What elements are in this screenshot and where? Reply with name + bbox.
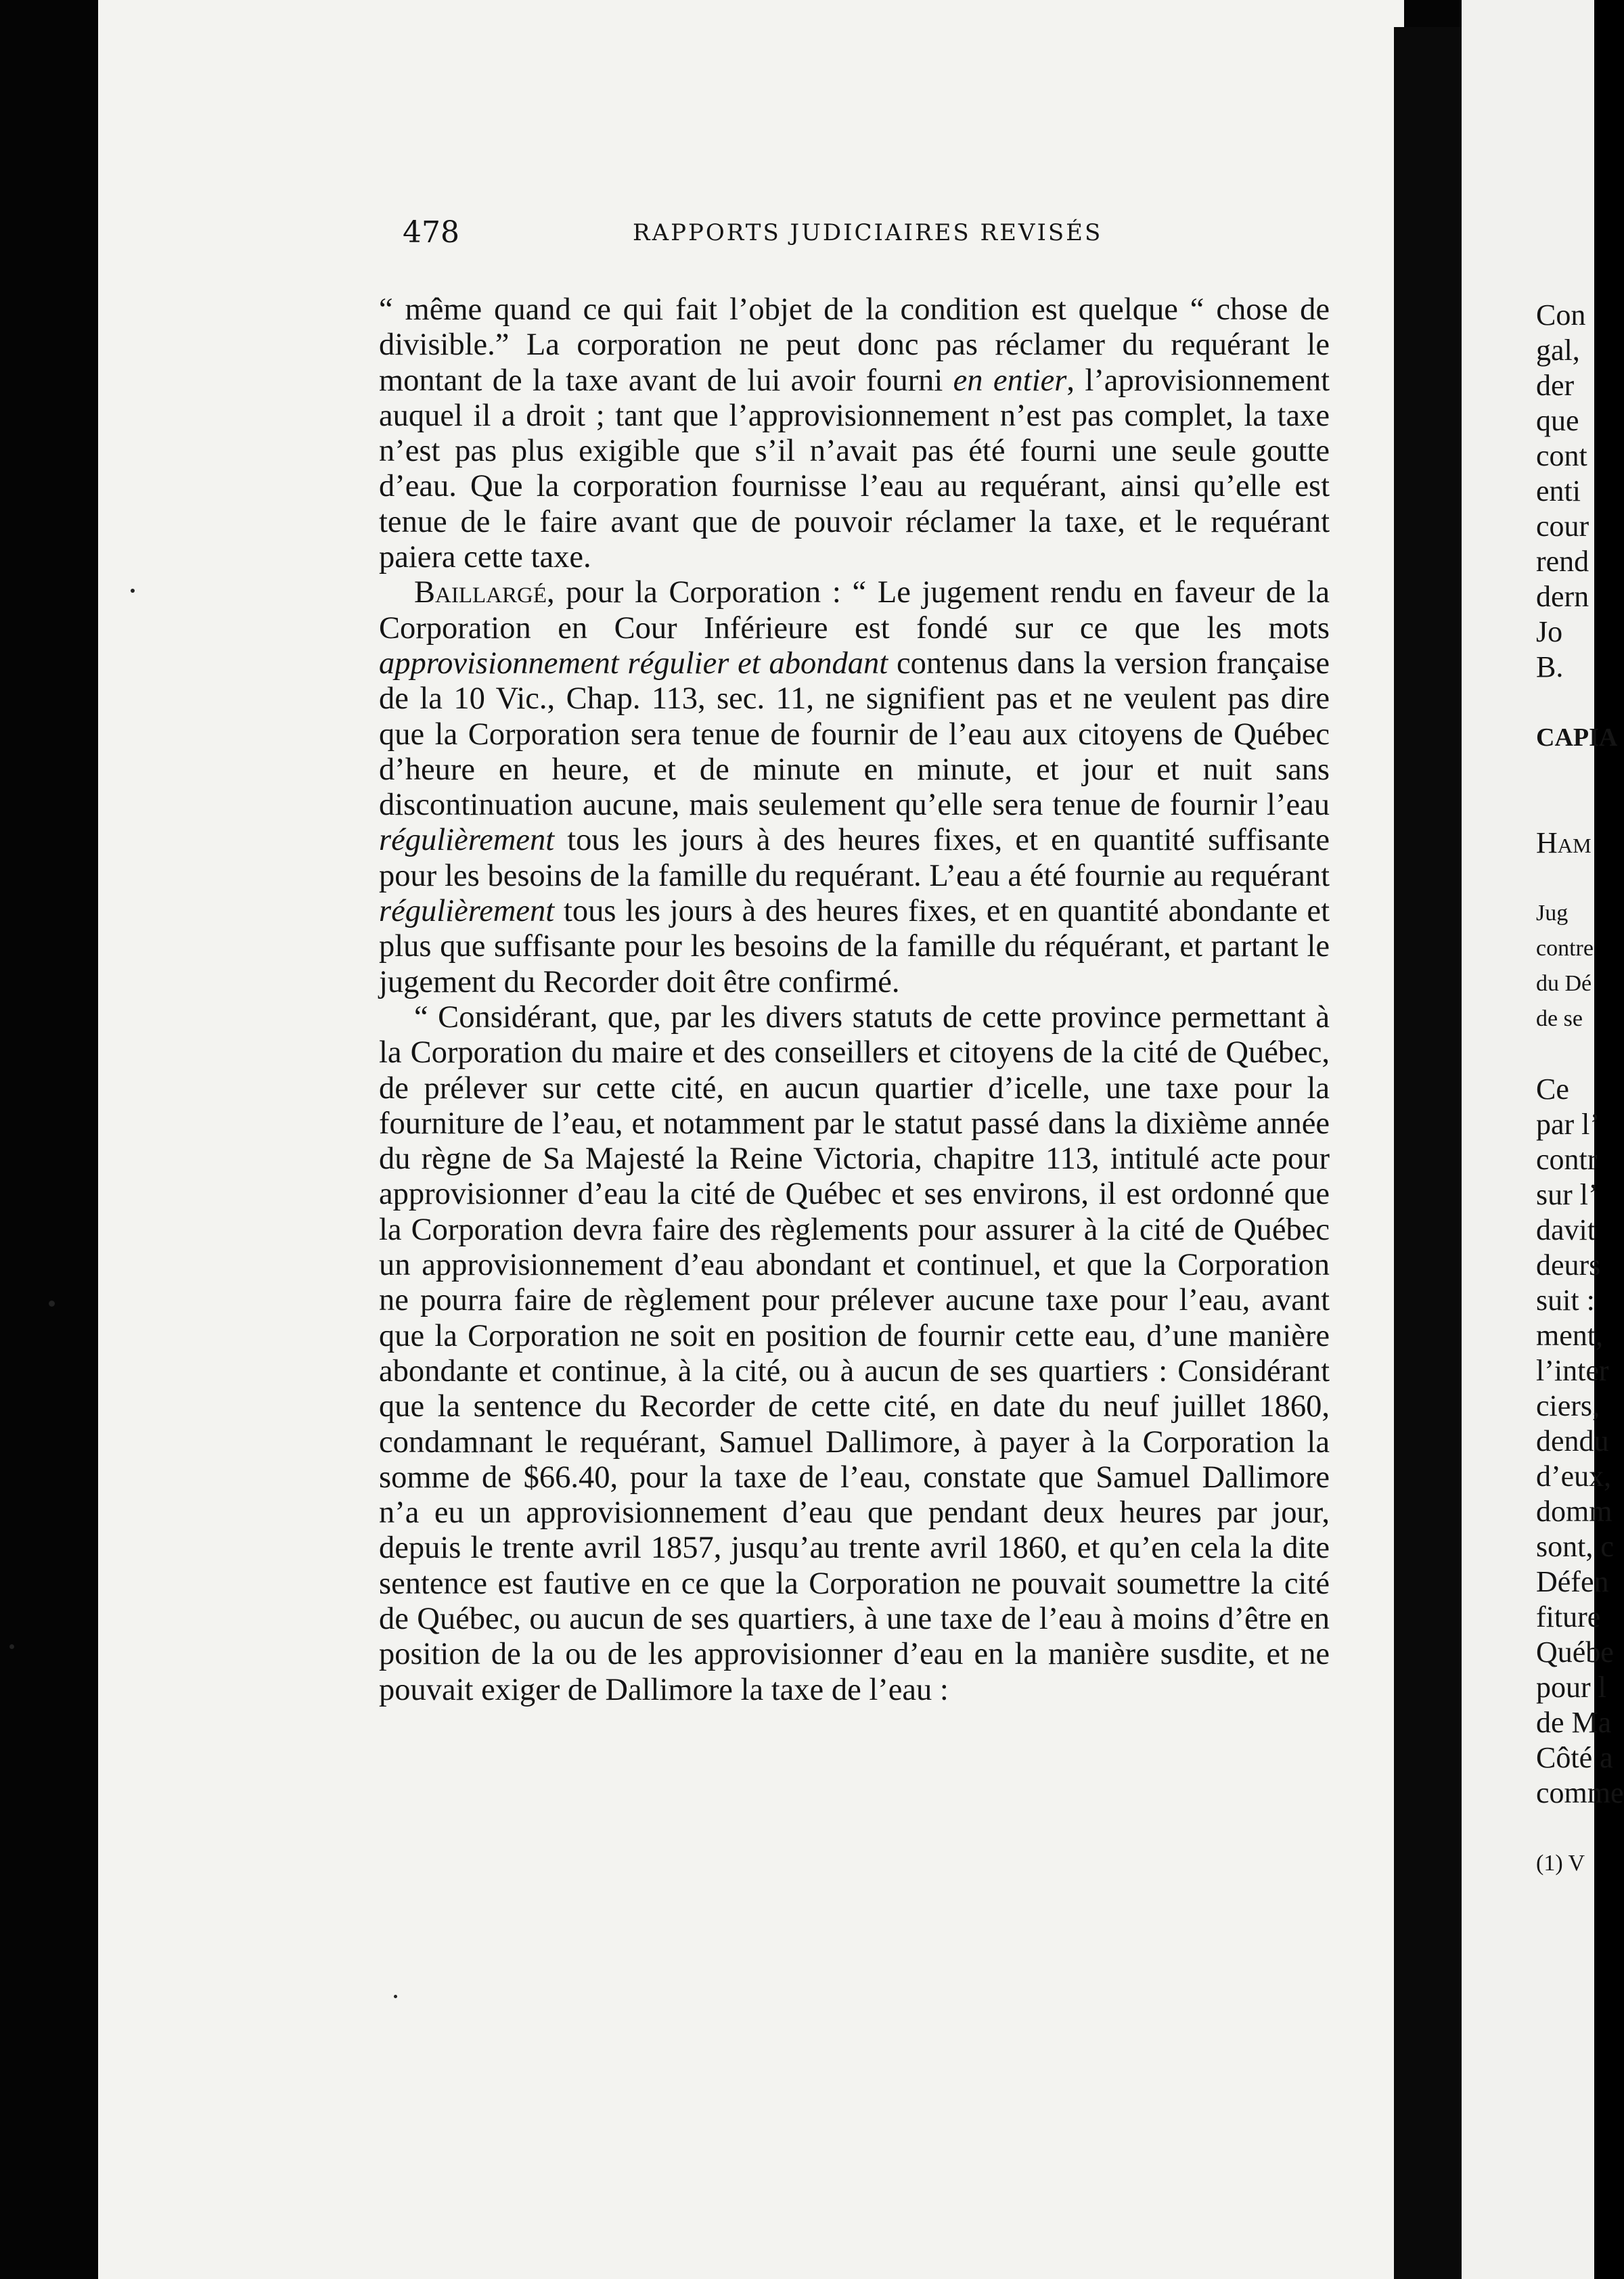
text-run: Baillargé — [414, 575, 547, 610]
running-title: RAPPORTS JUDICIAIRES REVISÉS — [633, 219, 1103, 246]
right-page-line: de se — [1536, 1006, 1583, 1031]
right-page-line: suit : — [1536, 1284, 1595, 1317]
right-page-line: ciers, — [1536, 1389, 1600, 1422]
text-run: contenus dans la version française de la 10 Vic., Chap. 113, sec. 11, ne signifient pas et ne veulent pas dire que la Corporation sera tenue de fournir de l’eau aux citoyens de Québec d’heure en heure, et de minute en minute, et jour et nuit sans discontinuation aucune, mais seulement qu’elle sera tenue de fournir l’eau — [379, 646, 1330, 823]
scan-speck — [394, 1995, 397, 1998]
running-head — [403, 215, 1363, 256]
right-page-party: Ham — [1536, 826, 1592, 859]
scan-speck — [9, 1644, 14, 1649]
page-number: 478 — [403, 215, 459, 250]
right-page-text — [1536, 298, 1624, 2030]
right-page-line: ment, — [1536, 1319, 1603, 1352]
right-page-line: dern — [1536, 580, 1589, 613]
right-page-line: B. — [1536, 650, 1564, 683]
right-page-heading: CAPIA — [1536, 723, 1618, 752]
right-page-line: de Ma — [1536, 1706, 1612, 1739]
right-page-line: sont, c — [1536, 1530, 1614, 1563]
book-gutter — [1394, 27, 1468, 2279]
right-page-line: rend — [1536, 545, 1589, 578]
right-page-line: comme — [1536, 1776, 1624, 1809]
text-run: , l’aprovisionnement auquel il a droit ; tant que l’approvisionnement n’est pas complet, la taxe n’est pas plus exigible que s’il n’avait pas été fourni une seule goutte d’eau. Que la corporation fournisse l’eau au requérant, ainsi qu’elle est tenue de le faire avant que de pouvoir réclamer la taxe, et le requérant paiera cette taxe. — [379, 363, 1330, 575]
right-page-line: Côté a — [1536, 1741, 1613, 1774]
right-page-line: Défen — [1536, 1565, 1609, 1598]
right-page-line: Jo — [1536, 615, 1563, 648]
right-page-lines-bottom — [1536, 1072, 1624, 1811]
text-run: , pour la Corporation : “ Le jugement rendu en faveur de la Corporation en Cour Inférieure est fondé sur ce que les mots — [379, 575, 1330, 646]
right-page-line: der — [1536, 369, 1575, 402]
paragraph-p1 — [379, 292, 1330, 575]
right-page-line: Jug — [1536, 901, 1569, 926]
scan-speck — [49, 1301, 55, 1307]
text-run: approvisionnement régulier et abondant — [379, 646, 888, 681]
right-page-lines-top — [1536, 298, 1594, 685]
body-text — [379, 292, 1330, 2011]
right-page-line: que — [1536, 404, 1579, 437]
text-run: tous les jours à des heures fixes, et en quantité abondante et plus que suffisante pour les besoins de la famille du réquérant, et partant le jugement du Recorder doit être confirmé. — [379, 894, 1330, 999]
right-page-line: deurs — [1536, 1248, 1601, 1282]
right-page-line: davit — [1536, 1213, 1596, 1246]
right-page-line: cour — [1536, 510, 1589, 543]
paragraph-p2 — [379, 575, 1330, 1000]
right-page-line: enti — [1536, 474, 1581, 507]
right-page-summary — [1536, 896, 1594, 1037]
right-page-line: gal, — [1536, 334, 1580, 367]
right-page-line: Con — [1536, 298, 1586, 332]
right-page-line: fiture — [1536, 1600, 1601, 1633]
right-page-line: pour l — [1536, 1671, 1606, 1704]
right-page-line: par l’ — [1536, 1108, 1600, 1141]
text-run: en entier — [953, 363, 1067, 398]
right-page-line: l’inter — [1536, 1354, 1609, 1387]
right-page-line: cont — [1536, 439, 1587, 472]
paragraph-p3 — [379, 1000, 1330, 1708]
right-page-line: Québe — [1536, 1635, 1614, 1669]
text-run: tous les jours à des heures fixes, et en quantité suffisante pour les besoins de la famille du requérant. L’eau a été fournie au requérant — [379, 823, 1330, 893]
text-run: “ Considérant, que, par les divers statuts de cette province permettant à la Corporation du maire et des conseillers et citoyens de la cité de Québec, de prélever sur cette cité, en aucun quartier d’icelle, une taxe pour la fourniture de l’eau, et notamment par le statut passé dans la dixième année du règne de Sa Majesté la Reine Victoria, chapitre 113, intitulé acte pour approvisionner d’eau la cité de Québec et ses environs, il est ordonné que la Corporation devra faire des règlements pour assurer à la cité de Québec un approvisionnement d’eau abondant et continuel, et que la Corporation ne pourra faire de règlement pour prélever aucune taxe pour l’eau, avant que la Corporation ne soit en position de fournir cette eau, d’une manière abondante et continue, à la cité, ou à aucun de ses quartiers : Considérant que la sentence du Recorder de cette cité, en date du neuf juillet 1860, condamnant le requérant, Samuel Dallimore, à payer à la Corporation la somme de $66.40, pour la taxe de l’eau, constate que Samuel Dallimore n’a eu un approvisionnement d’eau que pendant deux heures par jour, depuis le trente avril 1857, jusqu’au trente avril 1860, et qu’en cela la dite sentence est fautive en ce que la Corporation ne pouvait soumettre la cité de Québec, ou aucun de ses quartiers, à une taxe de l’eau à moins d’être en position de la ou de les approvisionner d’eau en la manière susdite, et ne pouvait exiger de Dallimore la taxe de l’eau : — [379, 999, 1330, 1707]
right-page-line: domm — [1536, 1495, 1612, 1528]
right-page-line: contre — [1536, 936, 1594, 961]
right-page-line: contr — [1536, 1143, 1598, 1176]
right-page-line: sur l’ — [1536, 1178, 1598, 1211]
right-page-line: du Dé — [1536, 971, 1592, 996]
right-page-line: dendu — [1536, 1424, 1609, 1458]
scan-speck — [131, 589, 135, 593]
right-page-line: d’eux, — [1536, 1460, 1612, 1493]
text-run: “ même quand ce qui fait l’objet de la condition est quelque “ chose de divisible.” La corporation ne peut donc pas réclamer du requérant le montant de la taxe avant de lui avoir fourni — [379, 292, 1330, 398]
right-page-line: Ce — [1536, 1073, 1569, 1106]
text-run: régulièrement — [379, 823, 555, 858]
text-run: régulièrement — [379, 894, 555, 929]
right-page-footnote: (1) V — [1536, 1851, 1585, 1876]
